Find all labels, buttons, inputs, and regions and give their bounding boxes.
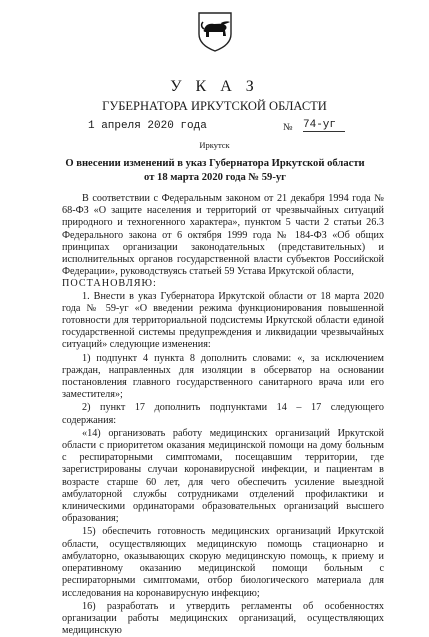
resolution-word: ПОСТАНОВЛЯЮ:: [62, 278, 157, 290]
coat-of-arms-icon: [195, 10, 235, 52]
document-body: [62, 193, 384, 637]
document-date: 1 апреля 2020 года: [88, 120, 207, 132]
document-number: 74-уг: [303, 119, 345, 132]
number-prefix: №: [283, 122, 293, 133]
issuer-title: ГУБЕРНАТОРА ИРКУТСКОЙ ОБЛАСТИ: [102, 99, 327, 113]
clause-1-paragraph: 1. Внести в указ Губернатора Иркутской области от 18 марта 2020 года № 59-уг «О введении режима функционирования повышенной готовности для территориальной подсистемы Иркутской области единой государственной системы предупреждения и ликвидации чрезвычайных ситуаций» следующие изменения:: [62, 290, 384, 351]
document-city: Иркутск: [199, 140, 230, 150]
subclause-2-paragraph: 2) пункт 17 дополнить подпунктами 14 – 17 следующего содержания:: [62, 402, 384, 426]
item-15-paragraph: 15) обеспечить готовность медицинских организаций Иркутской области, осуществляющих медицинскую помощь стационарно и амбулаторно, оказывающих скорую медицинскую помощь, к приему и оперативному оказанию медицинской помощи больным с респираторными симптомами, отбор биологического материала для исследования на коронавирусную инфекцию;: [62, 526, 384, 599]
item-16-paragraph: 16) разработать и утвердить регламенты об особенностях организации работы медицинских организаций, осуществляющих медицинскую: [62, 600, 384, 637]
heading-line-1: О внесении изменений в указ Губернатора Иркутской области: [65, 158, 365, 169]
preamble-paragraph: В соответствии с Федеральным законом от 21 декабря 1994 года № 68-ФЗ «О защите населения и территорий от чрезвычайных ситуаций природного и техногенного характера», пунктом 5 части 2 статьи 26.3 Федерального закона от 6 октября 1999 года № 184-ФЗ «Об общих принципах организации законодательных (представительных) и исполнительных органов государственной власти субъектов Российской Федерации», руководствуясь статьей 59 Устава Иркутской области,: [62, 193, 384, 278]
document-type-title: У К А З: [170, 78, 259, 95]
document-heading: [40, 157, 390, 185]
subclause-1-paragraph: 1) подпункт 4 пункта 8 дополнить словами: «, за исключением граждан, направленных для изоляции в обсерватор на основании постановления главного государственного санитарного врача или его заместителя»;: [62, 352, 384, 401]
heading-line-2: от 18 марта 2020 года № 59-уг: [144, 172, 286, 183]
item-14-paragraph: «14) организовать работу медицинских организаций Иркутской области с приоритетом оказания медицинской помощи на дому больным с респираторными симптомами, посещавшим территории, где зарегистрированы случаи коронавирусной инфекции, и пациентам в возрасте старше 60 лет, для чего обеспечить усиление выездной амбулаторной службы сотрудниками отделений профилактики и клиническими ординаторами образовательных организаций высшего образования;: [62, 427, 384, 525]
